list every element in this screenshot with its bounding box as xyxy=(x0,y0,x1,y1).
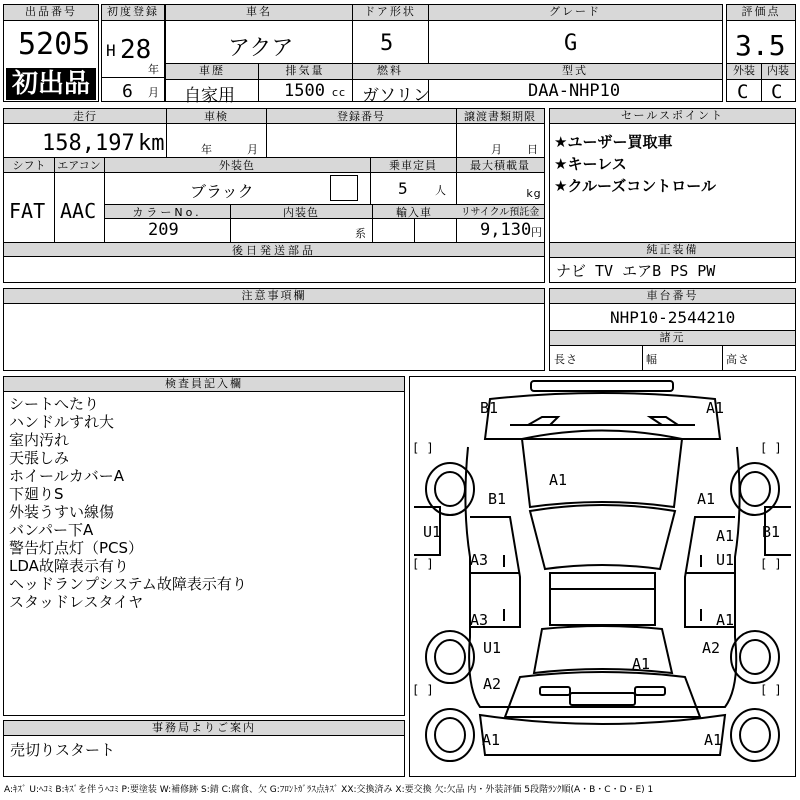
ext-color-value: ブラック xyxy=(190,182,254,201)
damage-mark: A3 xyxy=(470,611,489,629)
damage-mark: A1 xyxy=(706,399,725,417)
transfer-day-unit: 日 xyxy=(527,143,539,156)
inspector-item: 天張しみ xyxy=(9,449,70,467)
capacity-value: 5 xyxy=(398,179,408,198)
int-color-label: 内装色 xyxy=(283,206,319,219)
damage-mark: B1 xyxy=(762,523,781,541)
sales-point-item: ★クルーズコントロール xyxy=(554,177,716,195)
damage-mark: U1 xyxy=(483,639,502,657)
dimensions-label: 諸元 xyxy=(550,331,795,346)
registration-label: 登録番号 xyxy=(337,110,385,123)
model-label: 型式 xyxy=(428,64,722,80)
chassis-label: 車台番号 xyxy=(550,289,795,304)
year-unit: 年 xyxy=(148,63,160,76)
inspector-label: 検査員記入欄 xyxy=(4,377,404,392)
chassis-value: NHP10-2544210 xyxy=(610,308,736,327)
bracket-marker: [ ] xyxy=(412,441,434,455)
int-label: 内装 xyxy=(761,64,795,80)
inspector-item: 警告灯点灯（PCS） xyxy=(9,539,144,557)
aircon-value: AAC xyxy=(60,199,97,223)
damage-mark: A1 xyxy=(549,471,568,489)
color-no-value: 209 xyxy=(148,220,179,240)
aircon-label: エアコン xyxy=(57,159,101,172)
sales-points-box xyxy=(549,108,796,283)
color-no-label: カラーNo. xyxy=(132,206,202,219)
lot-box xyxy=(3,4,99,102)
month-unit: 月 xyxy=(148,86,160,99)
inspector-item: バンパー下A xyxy=(9,521,94,539)
mileage-label: 走行 xyxy=(73,110,97,123)
import-label: 輸入車 xyxy=(396,206,432,219)
detail-block xyxy=(3,108,545,283)
displacement-unit: cc xyxy=(331,86,347,99)
mileage-unit: km xyxy=(138,131,165,156)
bracket-marker: [ ] xyxy=(412,557,434,571)
score-box xyxy=(726,4,796,102)
inspector-list xyxy=(9,395,247,611)
dim-length: 長さ xyxy=(554,353,578,366)
recycle-label: リサイクル預託金 xyxy=(460,207,540,218)
int-color-suffix: 系 xyxy=(355,227,367,240)
vehicle-row xyxy=(165,4,723,106)
score-value: 3.5 xyxy=(735,29,786,62)
inspector-item: シートへたり xyxy=(9,395,100,413)
inspector-box xyxy=(3,376,405,716)
shift-value: FAT xyxy=(9,199,46,223)
inspector-item: ヘッドランプシステム故障表示有り xyxy=(9,575,247,593)
genuine-value: ナビ TV エアB PS PW xyxy=(556,262,716,280)
damage-mark: B1 xyxy=(480,399,499,417)
lot-label: 出品番号 xyxy=(4,5,98,21)
door-label: ドア形状 xyxy=(352,5,428,21)
fuel-value: ガソリン xyxy=(362,86,430,106)
damage-mark: U1 xyxy=(716,551,735,569)
inspection-year-unit: 年 xyxy=(201,143,213,156)
capacity-label: 乗車定員 xyxy=(389,159,437,172)
damage-mark: A2 xyxy=(702,639,721,657)
damage-mark: A1 xyxy=(704,731,723,749)
recycle-unit: 円 xyxy=(531,226,543,239)
model-value: DAA-NHP10 xyxy=(528,81,621,101)
history-label: 車歴 xyxy=(166,64,258,80)
car-name-label: 車名 xyxy=(166,5,352,21)
sales-point-item: ★ユーザー買取車 xyxy=(554,133,673,151)
capacity-unit: 人 xyxy=(435,184,447,197)
score-label: 評価点 xyxy=(727,5,795,21)
damage-mark: A1 xyxy=(716,527,735,545)
car-diagram xyxy=(409,376,796,777)
bracket-marker: [ ] xyxy=(760,441,782,455)
office-box xyxy=(3,720,405,777)
car-name: アクア xyxy=(228,36,294,61)
fuel-label: 燃料 xyxy=(352,64,428,80)
damage-mark: A1 xyxy=(716,611,735,629)
car-outline-svg xyxy=(410,377,795,776)
chassis-box xyxy=(549,288,796,371)
inspection-month-unit: 月 xyxy=(247,143,259,156)
damage-mark: B1 xyxy=(488,490,507,508)
first-listing-badge: 初出品 xyxy=(6,68,96,100)
damage-mark: U1 xyxy=(423,523,442,541)
later-parts-label: 後日発送部品 xyxy=(232,244,316,257)
int-score: C xyxy=(771,81,783,103)
notes-box xyxy=(3,288,545,371)
ext-color-swatch xyxy=(330,175,358,201)
grade-value: G xyxy=(564,31,578,56)
reg-month: 6 xyxy=(122,81,133,102)
damage-mark: A1 xyxy=(697,490,716,508)
notes-label: 注意事項欄 xyxy=(4,289,544,304)
dim-width: 幅 xyxy=(646,353,658,366)
displacement-label: 排気量 xyxy=(258,64,352,80)
damage-mark: A3 xyxy=(470,551,489,569)
bracket-marker: [ ] xyxy=(760,683,782,697)
bracket-marker: [ ] xyxy=(760,557,782,571)
max-load-label: 最大積載量 xyxy=(470,159,530,172)
ext-score: C xyxy=(737,81,749,103)
door-value: 5 xyxy=(380,31,394,56)
dim-height: 高さ xyxy=(726,353,750,366)
transfer-month-unit: 月 xyxy=(491,143,503,156)
damage-mark: A1 xyxy=(632,655,651,673)
transfer-label: 譲渡書類期限 xyxy=(464,110,536,123)
first-reg-box xyxy=(101,4,165,102)
max-load-unit: kg xyxy=(526,187,542,200)
inspector-item: ホイールカバーA xyxy=(9,467,124,485)
legend-footer: A:ｷｽﾞ U:ﾍｺﾐ B:ｷｽﾞを伴うﾍｺﾐ P:要塗装 W:補修跡 S:錆 C:腐食、欠 G:ﾌﾛﾝﾄｶﾞﾗｽ点ｷｽﾞ XX:交換済み X:要交換 欠:欠品 内・外装評価 5段階ﾗﾝｸ順(A・B・C・D・E) 1 xyxy=(4,785,654,795)
first-reg-label: 初度登録 xyxy=(102,5,164,21)
recycle-value: 9,130 xyxy=(480,220,532,240)
bracket-marker: [ ] xyxy=(412,683,434,697)
shift-label: シフト xyxy=(12,159,46,172)
sales-point-item: ★キーレス xyxy=(554,155,627,173)
office-value: 売切りスタート xyxy=(10,741,116,759)
inspector-item: 外装うすい線傷 xyxy=(9,503,115,521)
office-label: 事務局よりご案内 xyxy=(4,721,404,736)
inspector-item: 下廻りS xyxy=(9,485,64,503)
genuine-label: 純正装備 xyxy=(550,243,795,258)
displacement-value: 1500 xyxy=(284,81,325,101)
inspector-item: 室内汚れ xyxy=(9,431,70,449)
damage-mark: A1 xyxy=(482,731,501,749)
era: H xyxy=(106,41,116,60)
grade-label: グレード xyxy=(428,5,722,21)
inspector-item: LDA故障表示有り xyxy=(9,557,129,575)
inspector-item: ハンドルすれ大 xyxy=(9,413,115,431)
lot-number: 5205 xyxy=(18,27,91,62)
mileage-value: 158,197 xyxy=(42,131,135,156)
ext-color-label: 外装色 xyxy=(219,159,255,172)
inspection-label: 車検 xyxy=(204,110,228,123)
ext-label: 外装 xyxy=(727,64,761,80)
inspector-item: スタッドレスタイヤ xyxy=(9,593,144,611)
history-value: 自家用 xyxy=(184,86,235,106)
sales-points-label: セールスポイント xyxy=(550,109,795,124)
damage-mark: A2 xyxy=(483,675,502,693)
reg-year: 28 xyxy=(120,35,152,65)
